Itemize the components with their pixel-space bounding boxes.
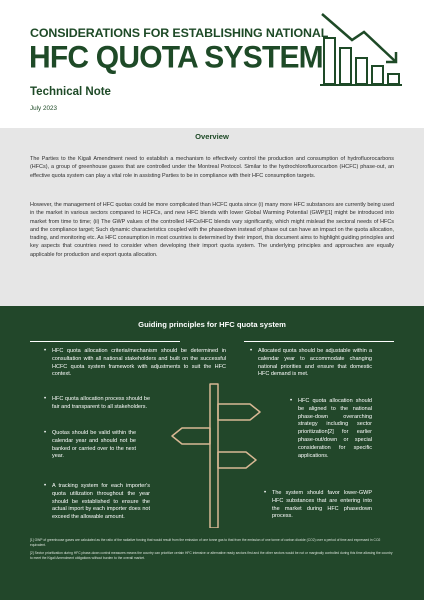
kicker: CONSIDERATIONS FOR ESTABLISHING NATIONAL: [30, 26, 329, 40]
overview-heading: Overview: [195, 132, 229, 141]
principle-item: • A tracking system for each importer's quota utilization throughout the year should be established to ensure the actual import by each importer does not exceed the allowable amount.: [44, 483, 150, 521]
principle-item: • Quotas should be valid within the calendar year and should not be banked or carried over to the next year.: [44, 430, 136, 460]
overview-paragraph-1: The Parties to the Kigali Amendment need to establish a mechanism to effectively control the production and consumption of hydrofluorocarbons (HFCs), a group of greenhouse gases that are controlled under the Montreal Protocol. Similar to the hydrochlorofluorocarbon (HCFC) phase-out, an effective quota system can play a vital role in assisting Parties to be in compliance with their HFC consumption targets.: [30, 156, 394, 179]
subtitle: Technical Note: [30, 86, 111, 98]
overview-paragraph-2: However, the management of HFC quotas could be more complicated than HCFC quota since (i) many more HFC substances are currently being used in the market in various sectors compared to HCFCs, and new HFC blends with lower Global Warming Potential (GWP)[1] might be introduced into market from time to time; (ii) The GWP values of the controlled HFCs/HFC blends vary significantly, which might mislead the sectoral needs of HFCs and the compliance target; Such dynamic characteristics coupled with the phasedown instead of phase out can have an impact on the quota allocation, trading, and monitoring etc. As HFC consumption in most countries is determined by their import, this document aims to highlight guiding principles and key aspects that countries need to consider when developing their import quota system. The underlying principles and approaches are equally applicable for production and export quota allocation.: [30, 202, 394, 258]
principle-item: • HFC quota allocation criteria/mechanism should be determined in consultation with all national stakeholders and built on the successful HCFC quota system framework with adjustments to suit the HFC context.: [44, 348, 226, 378]
heading-divider-left: [30, 341, 180, 342]
footnote-2: [2] Sector prioritization during HFC phase-down control measures means the country can prioritize certain HFC intensive or alternative ready sectors first and the other sectors would be not or marginally controlled during this time allowing the country to meet the Kigali Amendment obligations without burden to the overall market.: [30, 551, 393, 560]
footnotes: [30, 538, 396, 564]
footnote-1: [1] GWP of greenhouse gases are calculated as the ratio of the radiative forcing that would result from the emission of one tonne gas to that from the emission of one tonne of carbon dioxide (CO2) over a period of time and expressed in CO2 equivalent.: [30, 538, 381, 547]
date: July 2023: [30, 105, 57, 112]
principle-item: • Allocated quota should be adjustable within a calendar year to accommodate changing national priorities and ensure that domestic HFC demand is met.: [250, 348, 372, 378]
principle-item: • HFC quota allocation process should be fair and transparent to all stakeholders.: [44, 396, 150, 410]
declining-bar-chart-icon: [318, 10, 402, 88]
guiding-heading: Guiding principles for HFC quota system: [138, 320, 286, 329]
header: [0, 0, 424, 122]
page-title: HFC QUOTA SYSTEM: [29, 40, 323, 75]
heading-divider-right: [244, 341, 394, 342]
principle-item: • HFC quota allocation should be aligned to the national phase-down overarching strategy including sector prioritization[2] for earlier phase-out/down or special consideration for specific applications.: [290, 398, 372, 459]
overview-section: [0, 128, 424, 306]
principle-item: • The system should favor lower-GWP HFC substances that are entering into the market during HFC phasedown process.: [264, 490, 372, 520]
signpost-icon: [160, 380, 270, 528]
